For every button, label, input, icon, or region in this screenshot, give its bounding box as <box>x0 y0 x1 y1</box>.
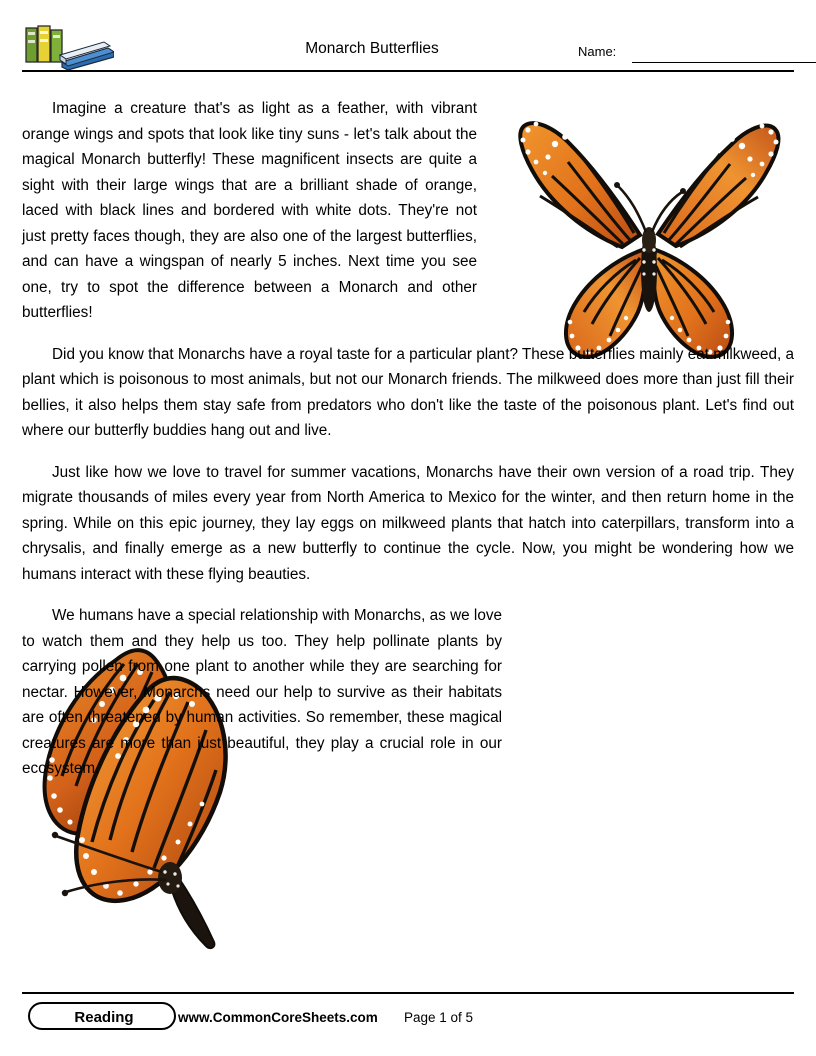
footer-divider <box>22 992 794 994</box>
page-footer <box>22 998 794 1044</box>
stack-of-books-icon <box>22 24 114 70</box>
paragraph-3: Just like how we love to travel for summer vacations, Monarchs have their own version of a road trip. They migrate thousands of miles every year from North America to Mexico for the winter, and then return home in the spring. While on this epic journey, they lay eggs on milkweed plants that hatch into caterpillars, transform into a chrysalis, and finally emerge as a new butterfly to continue the cycle. Now, you might be wondering how we humans interact with these flying beauties. <box>22 463 794 583</box>
passage-body <box>22 96 794 782</box>
paragraph-2: Did you know that Monarchs have a royal taste for a particular plant? These butterflies mainly eat milkweed, a plant which is poisonous to most animals, but not our Monarch friends. The milkweed does more than just fill their bellies, it also helps them stay safe from predators who don't like the taste of the poisonous plant. Let's find out where our butterfly buddies hang out and live. <box>22 345 794 439</box>
subject-badge-label: Reading <box>74 1009 134 1026</box>
name-input-line[interactable] <box>632 62 816 63</box>
page-header <box>22 20 794 70</box>
name-label: Name: <box>578 44 617 59</box>
page-indicator: Page 1 of 5 <box>404 1010 474 1025</box>
header-divider <box>22 70 794 72</box>
page-title: Monarch Butterflies <box>305 40 439 57</box>
subject-badge <box>28 1002 176 1030</box>
website-link[interactable]: www.CommonCoreSheets.com <box>178 1010 378 1025</box>
paragraph-4: We humans have a special relationship with Monarchs, as we love to watch them and they help us too. They help pollinate plants by carrying pollen from one plant to another while they are searching for nectar. However, Monarchs need our help to survive as their habitats are often threatened by human activities. So remember, these magical creatures are more than just beautiful, they play a crucial role in our ecosystem. <box>22 607 502 777</box>
paragraph-1: Imagine a creature that's as light as a feather, with vibrant orange wings and spots that look like tiny suns - let's talk about the magical Monarch butterfly! These magnificent insects are quite a sight with their large wings that are a brilliant shade of orange, laced with black lines and bordered with white dots. They're not just pretty faces though, they are also one of the largest butterflies, and can have a wingspan of nearly 5 inches. Next time you see one, try to spot the difference between a Monarch and other butterflies! <box>22 100 477 321</box>
